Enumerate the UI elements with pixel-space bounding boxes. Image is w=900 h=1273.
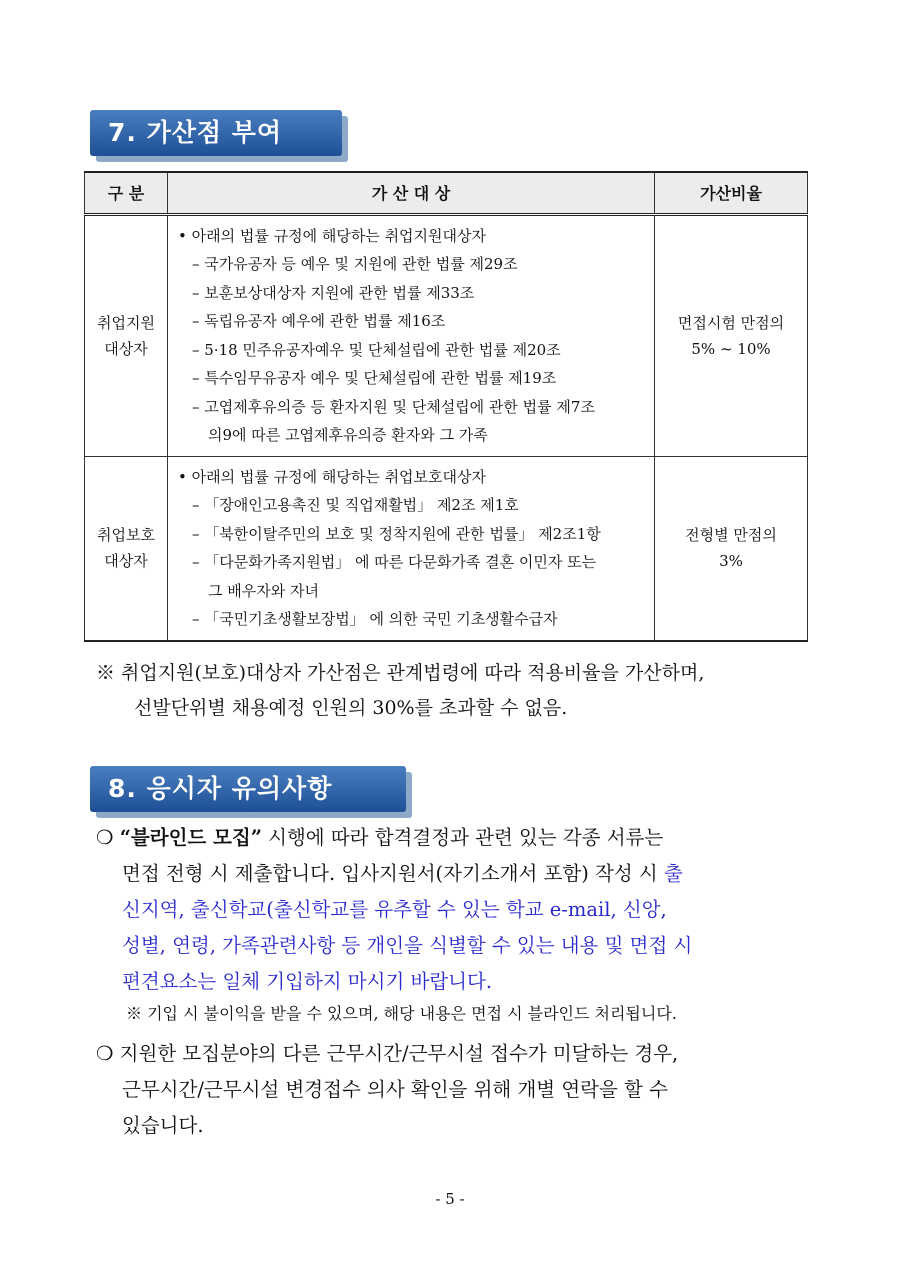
row-ratio [655,456,808,641]
item-line [96,856,822,892]
category-line: 취업보호 [97,526,155,544]
desc-line: – 「국민기초생활보장법」 에 의한 국민 기초생활수급자 [192,610,558,628]
bullet-icon: ❍ [96,826,114,849]
ratio-line: 전형별 만점의 [685,526,777,544]
desc-line: – 독립유공자 예우에 관한 법률 제16조 [192,312,446,330]
section-8-heading [90,766,406,812]
item-line [96,1036,822,1072]
ratio-line: 3% [719,552,743,570]
highlight-text: 출 [663,862,683,885]
desc-line: 의9에 따른 고엽제후유의증 환자와 그 가족 [208,426,488,444]
table-row [85,456,808,641]
desc-line: • 아래의 법률 규정에 해당하는 취업지원대상자 [178,226,486,245]
blind-hiring-subnote: ※ 기입 시 불이익을 받을 수 있으며, 해당 내용은 면접 시 블라인드 처리됩니다. [126,1004,677,1023]
row-category [85,456,168,641]
item-line: 있습니다. [122,1114,204,1137]
header-category: 구 분 [85,172,168,214]
desc-line: – 고엽제후유의증 등 환자지원 및 단체설립에 관한 법률 제7조 [192,397,595,416]
blind-hiring-emphasis: “블라인드 모집” [119,826,262,849]
category-line: 취업지원 [97,313,155,332]
highlight-line: 편견요소는 일체 기입하지 마시기 바랍니다. [122,970,493,993]
item-line [96,820,822,856]
header-target: 가 산 대 상 [168,172,655,214]
bonus-note [96,656,816,726]
desc-line: – 5·18 민주유공자예우 및 단체설립에 관한 법률 제20조 [192,340,561,359]
bonus-points-table [84,171,808,642]
desc-line: – 국가유공자 등 예우 및 지원에 관한 법률 제29조 [192,255,518,273]
section-8-title: 8. 응시자 유의사항 [90,766,406,812]
item-text: 시행에 따라 합격결정과 관련 있는 각종 서류는 [261,826,664,849]
desc-line: – 「장애인고용촉진 및 직업재활법」 제2조 제1호 [192,496,519,514]
desc-line: 그 배우자와 자녀 [208,581,319,600]
note-line: ※ 취업지원(보호)대상자 가산점은 관계법령에 따라 적용비율을 가산하며, [96,662,705,684]
row-description [168,214,655,456]
category-line: 대상자 [104,339,148,358]
category-line: 대상자 [104,552,148,570]
desc-line: – 「북한이탈주민의 보호 및 정착지원에 관한 법률」 제2조1항 [192,524,601,543]
note-line: 선발단위별 채용예정 인원의 30%를 초과할 수 없음. [134,697,568,719]
table-row [85,214,808,456]
ratio-line: 5% ~ 10% [691,339,771,358]
section-7-heading [90,110,342,156]
row-category [85,214,168,456]
notice-item-shift-change [96,1036,822,1144]
desc-line: – 「다문화가족지원법」 에 따른 다문화가족 결혼 이민자 또는 [192,553,597,571]
notice-item-blind-hiring [96,820,822,1000]
table-header-row [85,172,808,214]
item-line: 근무시간/근무시설 변경접수 의사 확인을 위해 개별 연락을 할 수 [122,1078,668,1101]
section-7-title: 7. 가산점 부여 [90,110,342,156]
desc-line: • 아래의 법률 규정에 해당하는 취업보호대상자 [178,467,486,486]
highlight-line: 신지역, 출신학교(출신학교를 유추할 수 있는 학교 e-mail, 신앙, [122,898,667,921]
item-text: 면접 전형 시 제출합니다. 입사지원서(자기소개서 포함) 작성 시 [122,862,664,885]
page-number: - 5 - [435,1190,465,1208]
bullet-icon: ❍ [96,1042,114,1065]
desc-line: – 보훈보상대상자 지원에 관한 법률 제33조 [192,283,475,302]
header-ratio: 가산비율 [655,172,808,214]
item-text: 지원한 모집분야의 다른 근무시간/근무시설 접수가 미달하는 경우, [113,1042,679,1065]
row-ratio [655,214,808,456]
row-description [168,456,655,641]
highlight-line: 성별, 연령, 가족관련사항 등 개인을 식별할 수 있는 내용 및 면접 시 [122,934,693,957]
desc-line: – 특수임무유공자 예우 및 단체설립에 관한 법률 제19조 [192,369,557,387]
ratio-line: 면접시험 만점의 [677,313,785,332]
